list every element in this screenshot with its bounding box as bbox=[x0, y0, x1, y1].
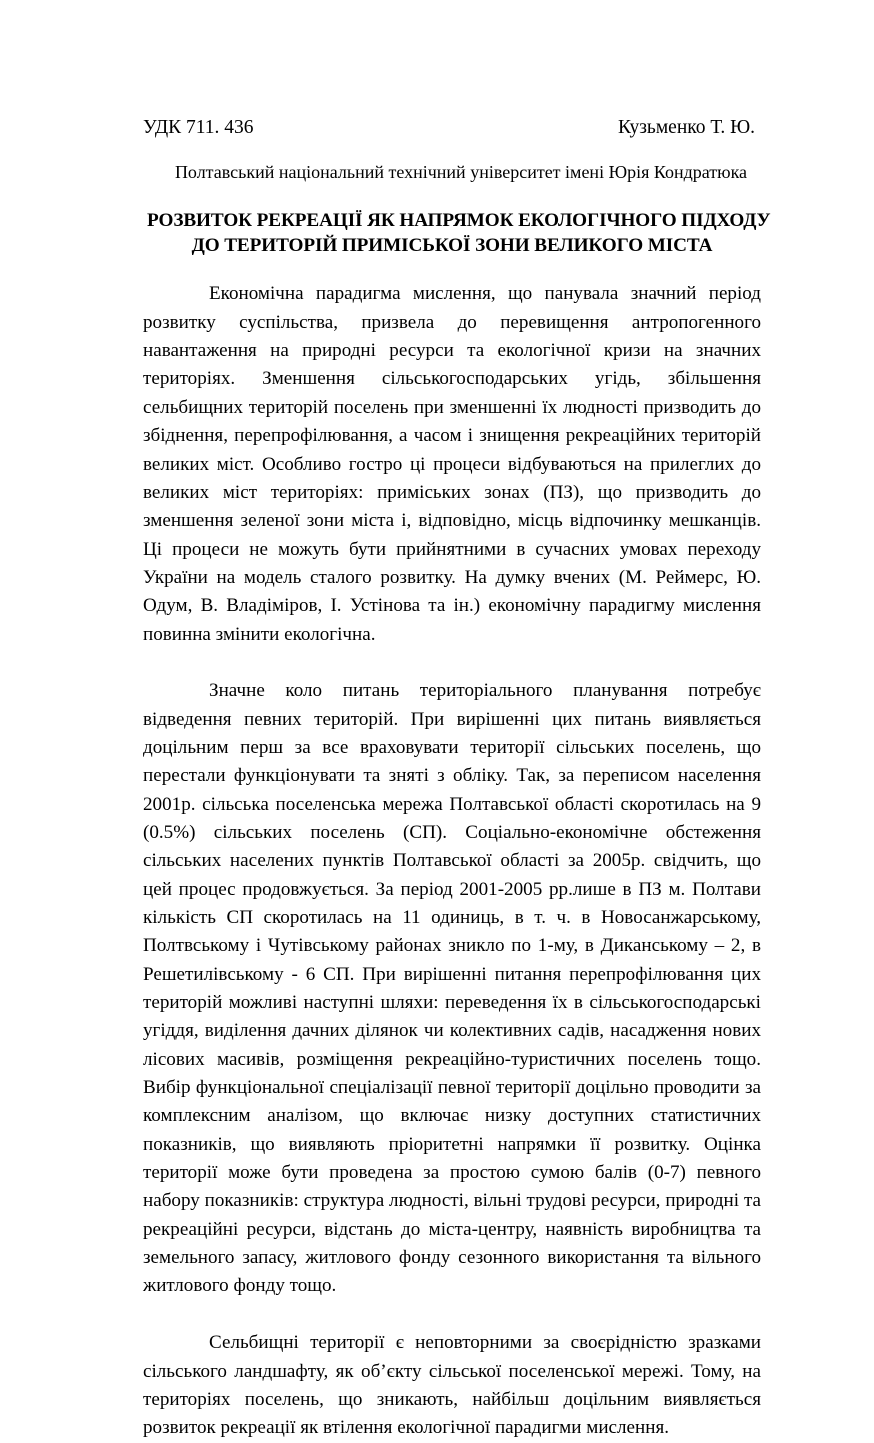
body-paragraph: Економічна парадигма мислення, що панувала значний період розвитку суспільства, призвела до перевищення антропогенного навантаження на природні ресурси та екологічної кризи на значних територіях. Зменшення сільськогосподарських угідь, збільшення сельбищних територій поселень при зменшенні їх людності призводить до збіднення, перепрофілювання, а часом і знищення рекреаційних територій великих міст. Особливо гостро ці процеси відбуваються на прилеглих до великих міст територіях: приміських зонах (ПЗ), що призводить до зменшення зеленої зони міста і, відповідно, місць відпочинку мешканців. Ці процеси не можуть бути прийнятними в сучасних умовах переходу України на модель сталого розвитку. На думку вчених (М. Реймерс, Ю. Одум, В. Владіміров, І. Устінова та ін.) економічну парадигму мислення повинна змінити екологічна. bbox=[143, 283, 761, 645]
article-title-line-1: РОЗВИТОК РЕКРЕАЦІЇ ЯК НАПРЯМОК ЕКОЛОГІЧНОГО ПІДХОДУ bbox=[147, 210, 771, 232]
author-name: Кузьменко Т. Ю. bbox=[617, 117, 755, 138]
article-title bbox=[143, 209, 771, 258]
affiliation-line: Полтавський національний технічний університет імені Юрія Кондратюка bbox=[174, 161, 748, 182]
header-row bbox=[143, 118, 761, 138]
body-paragraph: Значне коло питань територіального планування потребує відведення певних територій. При вирішенні цих питань виявляється доцільним перш за все враховувати території сільських поселень, що перестали функціонувати та зняті з обліку. Так, за переписом населення 2001р. сільська поселенська мережа Полтавської області скоротилась на 9 (0.5%) сільських поселень (СП). Соціально-економічне обстеження сільських населених пунктів Полтавської області за 2005р. свідчить, що цей процес продовжується. За період 2001-2005 рр.лише в ПЗ м. Полтави кількість СП скоротилась на 11 одиниць, в т. ч. в Новосанжарському, Полтвському і Чутівському районах зникло по 1-му, в Диканському – 2, в Решетилівському - 6 СП. При вирішенні питання перепрофілювання цих територій можливі наступні шляхи: переведення їх в сільськогосподарські угіддя, виділення дачних ділянок чи колективних садів, насадження нових лісових масивів, розміщення рекреаційно-туристичних поселень тощо. Вибір функціональної спеціалізації певної території доцільно проводити за комплексним аналізом, що включає низку доступних статистичних показників, що виявляють пріоритетні напрямки її розвитку. Оцінка території може бути проведена за простою сумою балів (0-7) певного набору показників: структура людності, вільні трудові ресурси, природні та рекреаційні ресурси, відстань до міста-центру, наявність виробництва та земельного запасу, житлового фонду сезонного використання та вільного житлового фонду тощо. bbox=[143, 680, 761, 1297]
udk-code: УДК 711. 436 bbox=[143, 117, 254, 138]
article-body bbox=[143, 280, 761, 1442]
body-paragraph: Сельбищні території є неповторними за своєрідністю зразками сільського ландшафту, як об’єкту сільської поселенської мережі. Тому, на територіях поселень, що зникають, найбільш доцільним виявляється розвиток рекреації як втілення екологічної парадигми мислення. bbox=[143, 1332, 761, 1439]
article-title-line-2: ДО ТЕРИТОРІЙ ПРИМІСЬКОЇ ЗОНИ ВЕЛИКОГО МІСТА bbox=[191, 234, 713, 256]
